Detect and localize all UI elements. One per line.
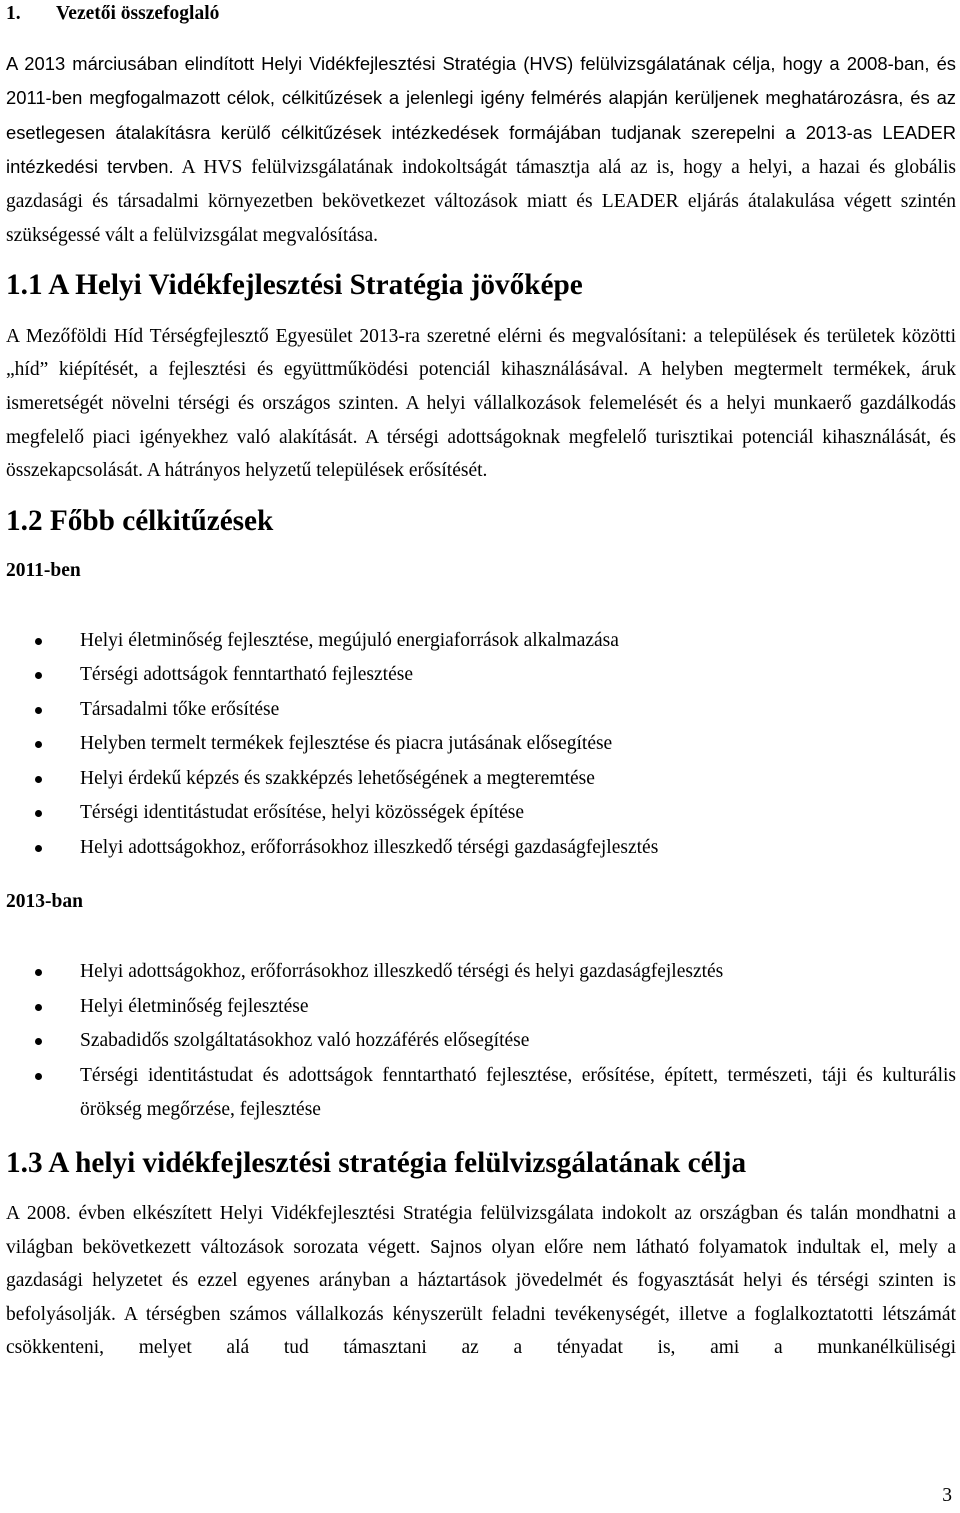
- year-2011-heading: 2011-ben: [6, 560, 81, 582]
- list-item: Társadalmi tőke erősítése: [6, 693, 956, 728]
- bullet-icon: [35, 707, 42, 714]
- list-item: Szabadidős szolgáltatásokhoz való hozzáférés elősegítése: [6, 1024, 956, 1059]
- list-item: Helyi életminőség fejlesztése, megújuló energiaforrások alkalmazása: [6, 624, 956, 659]
- list-item: Helyi adottságokhoz, erőforrásokhoz illeszkedő térségi és helyi gazdaságfejlesztés: [6, 955, 956, 990]
- bullet-icon: [35, 776, 42, 783]
- list-item: Térségi identitástudat és adottságok fenntartható fejlesztése, erősítése, épített, természeti, táji és kulturális örökség megőrzése, fejlesztése: [6, 1059, 956, 1127]
- year-2013-heading: 2013-ban: [6, 891, 83, 913]
- list-item: Térségi adottságok fenntartható fejlesztése: [6, 658, 956, 693]
- section-1-number: 1.: [6, 3, 21, 24]
- bullet-icon: [35, 741, 42, 748]
- goals-2011-list: [6, 624, 956, 866]
- bullet-icon: [35, 845, 42, 852]
- page-number: 3: [942, 1485, 952, 1507]
- section-1-paragraph-b: A HVS felülvizsgálatának indokoltságát támasztja alá az is, hogy a helyi, a hazai és globális gazdasági és társadalmi környezetben bekövetkezet változások miatt és LEADER eljárás átalakulása végett szintén szükségessé vált a felülvizsgálat megvalósítása.: [6, 157, 956, 246]
- list-item: Helyi életminőség fejlesztése: [6, 990, 956, 1025]
- list-item: Helyi adottságokhoz, erőforrásokhoz illeszkedő térségi gazdaságfejlesztés: [6, 831, 956, 866]
- section-1-paragraph-a: A 2013 márciusában elindított Helyi Vidékfejlesztési Stratégia (HVS) felülvizsgálatának célja, hogy a 2008-ban, és 2011-ben megfogalmazott célok, célkitűzések a jelenlegi igény felmérés alapján kerüljenek meghatározásra, és az esetlegesen átalakításra kerülő célkitűzések intézkedések formájában tudjanak szerepelni a 2013-as LEADER intézkedési tervben.: [6, 52, 956, 178]
- section-1-title: Vezetői összefoglaló: [56, 3, 220, 24]
- list-item: Helyben termelt termékek fejlesztése és piacra jutásának elősegítése: [6, 727, 956, 762]
- bullet-icon: [35, 969, 42, 976]
- document-page: [6, 0, 956, 1365]
- bullet-icon: [35, 1073, 42, 1080]
- section-1-heading: [6, 0, 956, 31]
- list-item: Térségi identitástudat erősítése, helyi közösségek építése: [6, 796, 956, 831]
- section-1-paragraph: [6, 47, 956, 253]
- section-1-2-heading: 1.2 Főbb célkitűzések: [6, 504, 274, 537]
- bullet-icon: [35, 1004, 42, 1011]
- bullet-icon: [35, 810, 42, 817]
- bullet-icon: [35, 672, 42, 679]
- bullet-icon: [35, 638, 42, 645]
- list-item: Helyi érdekű képzés és szakképzés lehetőségének a megteremtése: [6, 762, 956, 797]
- goals-2013-list: [6, 955, 956, 1127]
- section-1-1-paragraph: A Mezőföldi Híd Térségfejlesztő Egyesület 2013-ra szeretné elérni és megvalósítani: a települések és területek közötti „híd” kiépítését, a fejlesztési és együttműködési potenciál kihasználásával. A helyben megtermelt termékek, áruk ismeretségét növelni térségi és országos szinten. A helyi vállalkozások felemelését és a helyi munkaerő gazdálkodás megfelelő piaci igényekhez való alakítását. A térségi adottságoknak megfelelő turisztikai potenciál kihasználását, és összekapcsolását. A hátrányos helyzetű települések erősítését.: [6, 325, 956, 482]
- bullet-icon: [35, 1038, 42, 1045]
- section-1-3-heading: 1.3 A helyi vidékfejlesztési stratégia felülvizsgálatának célja: [6, 1146, 747, 1179]
- section-1-3-paragraph: A 2008. évben elkészített Helyi Vidékfejlesztési Stratégia felülvizsgálata indokolt az országban és talán mondhatni a világban bekövetkezett változások sorozata végett. Sajnos olyan előre nem látható folyamatok indultak el, mely a gazdasági helyzetet és ezzel egyenes arányban a háztartások jövedelmét és fogyasztását helyi és térségi szinten is befolyásolják. A térségben számos vállalkozás kényszerült feladni tevékenységét, illetve a foglalkoztatotti létszámát csökkenteni, melyet alá tud támasztani az a tényadat is, ami a munkanélküliségi: [6, 1203, 956, 1359]
- section-1-1-heading: 1.1 A Helyi Vidékfejlesztési Stratégia jövőképe: [6, 269, 583, 302]
